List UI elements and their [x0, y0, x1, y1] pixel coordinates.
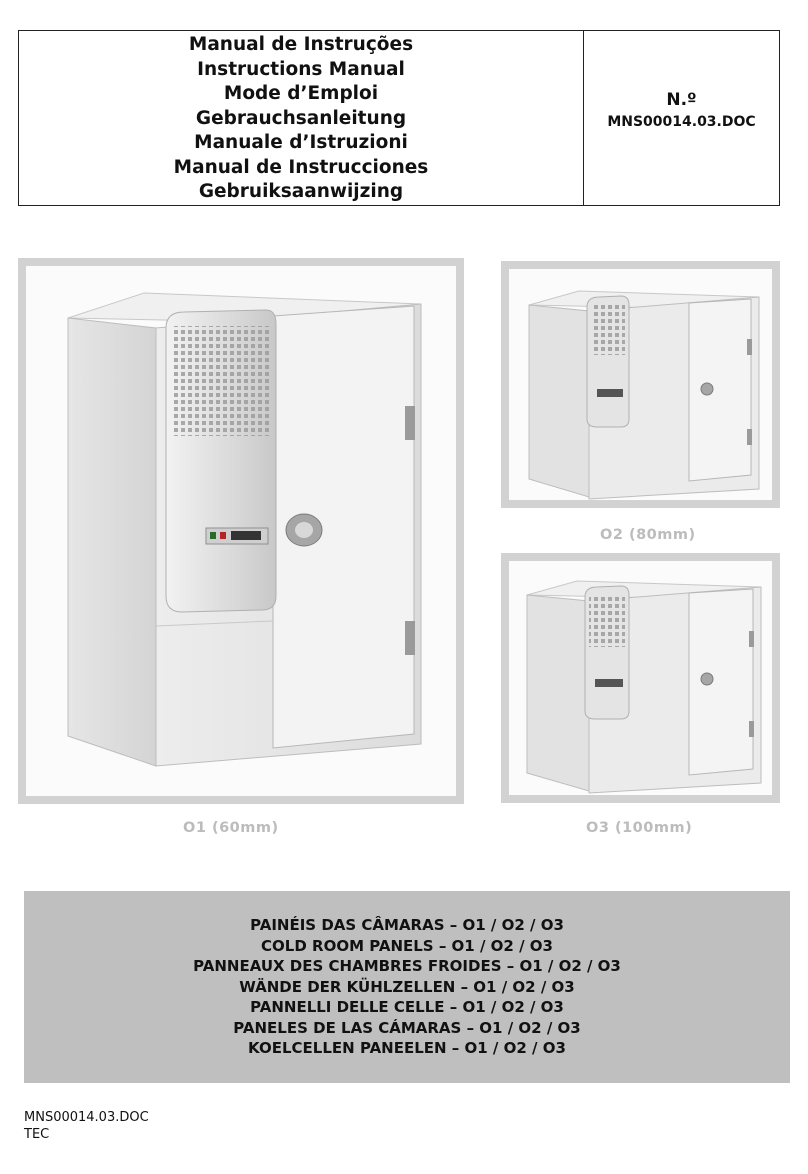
photo-frame-o2 — [501, 261, 780, 508]
document-number-label: N.º — [666, 90, 697, 110]
document-number: MNS00014.03.DOC — [607, 114, 756, 130]
title-es: Manual de Instrucciones — [173, 156, 429, 178]
figure-caption-o1: O1 (60mm) — [183, 820, 279, 836]
title-it: Manuale d’Istruzioni — [194, 132, 408, 154]
title-pt: Manual de Instruções — [188, 34, 414, 56]
panels-title-en: COLD ROOM PANELS – O1 / O2 / O3 — [261, 936, 553, 955]
cold-room-o1-illustration — [26, 266, 456, 796]
document-number-cell — [584, 31, 779, 205]
panels-title-it: PANNELLI DELLE CELLE – O1 / O2 / O3 — [250, 998, 564, 1017]
figure-caption-o3: O3 (100mm) — [586, 820, 693, 836]
title-fr: Mode d’Emploi — [223, 83, 379, 105]
title-en: Instructions Manual — [197, 58, 405, 80]
page-footer — [24, 1109, 149, 1143]
header-table — [18, 30, 780, 206]
panels-title-de: WÄNDE DER KÜHLZELLEN – O1 / O2 / O3 — [239, 977, 575, 996]
manual-titles — [19, 31, 584, 205]
panels-title-fr: PANNEAUX DES CHAMBRES FROIDES – O1 / O2 / O3 — [193, 957, 621, 976]
photo-frame-o1 — [18, 258, 464, 804]
footer-doc-code: MNS00014.03.DOC — [24, 1110, 149, 1125]
title-de: Gebrauchsanleitung — [195, 107, 407, 129]
cold-room-o2-illustration — [509, 269, 772, 500]
panels-title-es: PANELES DE LAS CÁMARAS – O1 / O2 / O3 — [233, 1018, 581, 1037]
figure-caption-o2: O2 (80mm) — [600, 527, 696, 543]
panels-title-band — [24, 891, 790, 1083]
cold-room-o3-illustration — [509, 561, 772, 795]
panels-title-nl: KOELCELLEN PANEELEN – O1 / O2 / O3 — [248, 1039, 566, 1058]
title-nl: Gebruiksaanwijzing — [198, 181, 404, 203]
photo-frame-o3 — [501, 553, 780, 803]
panels-title-pt: PAINÉIS DAS CÂMARAS – O1 / O2 / O3 — [250, 916, 564, 935]
footer-department: TEC — [24, 1127, 50, 1142]
